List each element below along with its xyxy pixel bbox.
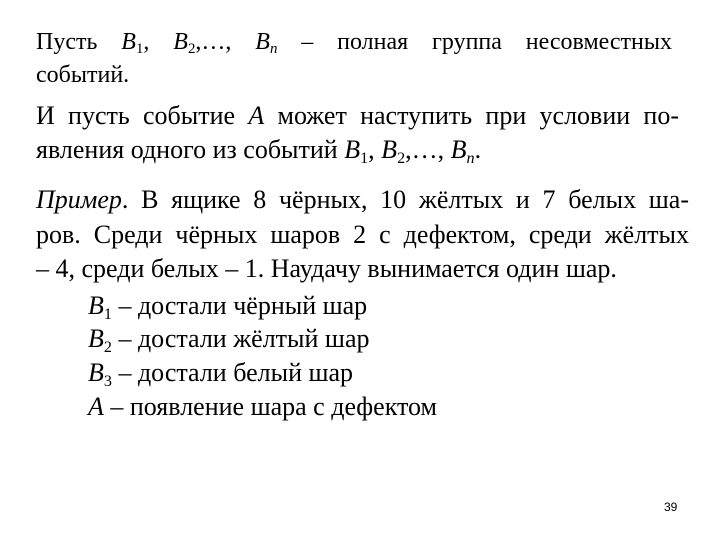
text: явления одного из событий bbox=[36, 135, 345, 164]
outcome-text: – достали белый шар bbox=[111, 358, 354, 387]
subscript: 2 bbox=[187, 41, 196, 58]
outcome-text: – достали чёрный шар bbox=[111, 291, 368, 320]
event-symbol: A bbox=[88, 392, 104, 421]
paragraph2-line2 bbox=[36, 135, 482, 167]
text: . bbox=[474, 135, 482, 164]
text: – полная группа несовместных bbox=[277, 29, 672, 55]
subscript: 2 bbox=[397, 149, 406, 167]
text: может наступить при условии по- bbox=[264, 101, 679, 130]
text: . В ящике 8 чёрных, 10 жёлтых и 7 белых ша- bbox=[121, 185, 689, 214]
event-symbol: B bbox=[255, 29, 270, 55]
paragraph1-line2: событий. bbox=[36, 62, 130, 88]
outcome-item bbox=[88, 394, 437, 420]
example-line2: ров. Среди чёрных шаров 2 с дефектом, среди жёлтых bbox=[36, 220, 689, 249]
page-number: 39 bbox=[664, 500, 678, 514]
text: , bbox=[143, 29, 174, 55]
event-symbol: B bbox=[88, 358, 104, 387]
outcome-text: – появление шара с дефектом bbox=[103, 392, 437, 421]
event-symbol: B bbox=[381, 135, 398, 164]
subscript: 1 bbox=[360, 149, 369, 167]
event-symbol: B bbox=[344, 135, 361, 164]
text: ,…, bbox=[405, 135, 451, 164]
outcome-text: – достали жёлтый шар bbox=[111, 324, 370, 353]
subscript: 2 bbox=[103, 338, 112, 356]
subscript: n bbox=[466, 149, 475, 167]
event-symbol: B bbox=[173, 29, 188, 55]
subscript: 3 bbox=[103, 372, 112, 390]
outcome-item bbox=[88, 358, 354, 390]
outcome-item bbox=[88, 324, 370, 356]
event-symbol: B bbox=[88, 324, 104, 353]
subscript: 1 bbox=[135, 41, 144, 58]
text: И пусть событие bbox=[36, 101, 249, 130]
subscript: 1 bbox=[103, 305, 112, 323]
example-label: Пример bbox=[36, 185, 122, 214]
example-line1 bbox=[36, 187, 689, 213]
event-symbol: A bbox=[248, 101, 265, 130]
event-symbol: B bbox=[121, 29, 136, 55]
paragraph1-line1 bbox=[36, 29, 672, 58]
subscript: n bbox=[269, 41, 278, 58]
text: Пусть bbox=[36, 29, 122, 55]
event-symbol: B bbox=[88, 291, 104, 320]
event-symbol: B bbox=[450, 135, 467, 164]
text: ,…, bbox=[195, 29, 256, 55]
paragraph2-line1 bbox=[36, 103, 679, 129]
outcome-item bbox=[88, 291, 368, 323]
example-line3: – 4, среди белых – 1. Наудачу вынимается один шар. bbox=[36, 254, 617, 283]
text: , bbox=[368, 135, 382, 164]
